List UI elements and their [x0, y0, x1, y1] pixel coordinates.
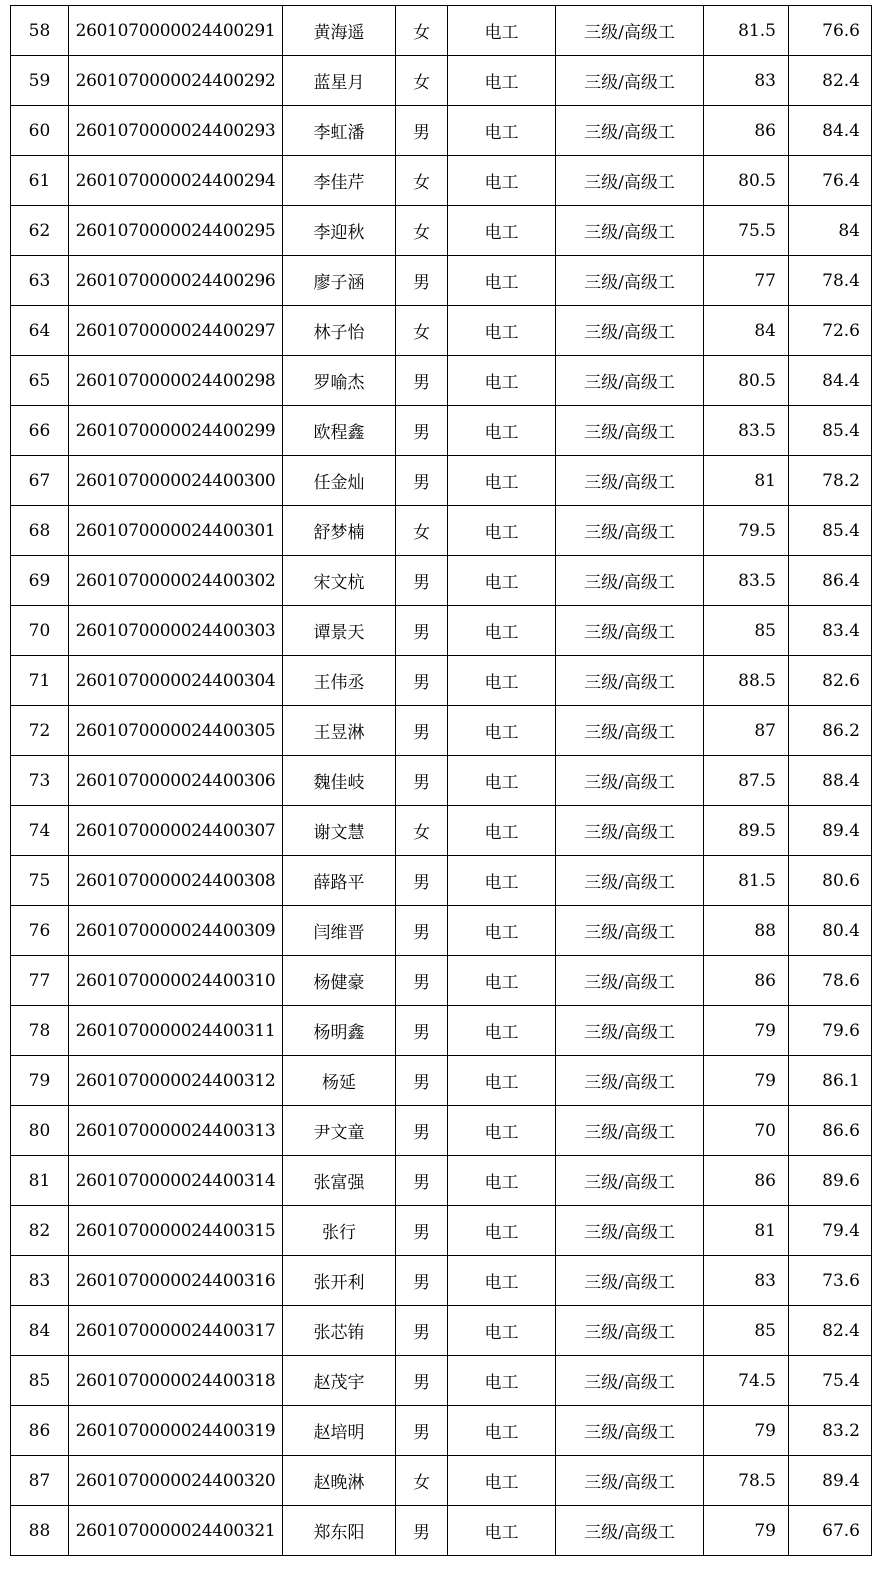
cell-sex: 男: [396, 856, 448, 906]
cell-sex: 男: [396, 556, 448, 606]
cell-level: 三级/高级工: [556, 1456, 704, 1506]
cell-candidate-id: 2601070000024400303: [69, 606, 283, 656]
cell-score-1: 70: [704, 1106, 789, 1156]
cell-candidate-id: 2601070000024400319: [69, 1406, 283, 1456]
table-row: [11, 1356, 872, 1406]
cell-candidate-id: 2601070000024400305: [69, 706, 283, 756]
cell-level: 三级/高级工: [556, 1056, 704, 1106]
table-row: [11, 956, 872, 1006]
cell-candidate-id: 2601070000024400299: [69, 406, 283, 456]
cell-trade: 电工: [448, 256, 556, 306]
cell-candidate-id: 2601070000024400296: [69, 256, 283, 306]
table-row: [11, 156, 872, 206]
cell-trade: 电工: [448, 706, 556, 756]
cell-trade: 电工: [448, 1456, 556, 1506]
cell-score-2: 86.2: [789, 706, 872, 756]
cell-trade: 电工: [448, 106, 556, 156]
cell-score-1: 89.5: [704, 806, 789, 856]
cell-level: 三级/高级工: [556, 1156, 704, 1206]
cell-score-2: 82.4: [789, 1306, 872, 1356]
cell-score-1: 74.5: [704, 1356, 789, 1406]
cell-candidate-id: 2601070000024400313: [69, 1106, 283, 1156]
cell-seq: 80: [11, 1106, 69, 1156]
cell-sex: 男: [396, 106, 448, 156]
cell-name: 闫维晋: [283, 906, 396, 956]
cell-level: 三级/高级工: [556, 1406, 704, 1456]
cell-score-2: 86.4: [789, 556, 872, 606]
cell-sex: 男: [396, 456, 448, 506]
cell-score-1: 79: [704, 1506, 789, 1556]
cell-level: 三级/高级工: [556, 6, 704, 56]
cell-candidate-id: 2601070000024400308: [69, 856, 283, 906]
cell-name: 李迎秋: [283, 206, 396, 256]
table-row: [11, 856, 872, 906]
cell-candidate-id: 2601070000024400298: [69, 356, 283, 406]
table-row: [11, 1156, 872, 1206]
cell-score-2: 89.4: [789, 1456, 872, 1506]
cell-seq: 70: [11, 606, 69, 656]
cell-seq: 61: [11, 156, 69, 206]
cell-candidate-id: 2601070000024400301: [69, 506, 283, 556]
cell-score-1: 78.5: [704, 1456, 789, 1506]
cell-score-2: 86.1: [789, 1056, 872, 1106]
cell-sex: 男: [396, 1106, 448, 1156]
cell-sex: 女: [396, 806, 448, 856]
table-row: [11, 1406, 872, 1456]
cell-score-1: 88.5: [704, 656, 789, 706]
table-row: [11, 206, 872, 256]
cell-sex: 男: [396, 1206, 448, 1256]
cell-name: 魏佳岐: [283, 756, 396, 806]
cell-trade: 电工: [448, 856, 556, 906]
cell-score-2: 72.6: [789, 306, 872, 356]
table-row: [11, 56, 872, 106]
cell-score-1: 80.5: [704, 356, 789, 406]
cell-score-2: 78.6: [789, 956, 872, 1006]
cell-sex: 女: [396, 56, 448, 106]
cell-sex: 女: [396, 156, 448, 206]
cell-name: 林子怡: [283, 306, 396, 356]
cell-name: 王伟丞: [283, 656, 396, 706]
cell-sex: 男: [396, 656, 448, 706]
cell-sex: 女: [396, 206, 448, 256]
cell-trade: 电工: [448, 6, 556, 56]
cell-level: 三级/高级工: [556, 306, 704, 356]
cell-score-2: 67.6: [789, 1506, 872, 1556]
cell-seq: 81: [11, 1156, 69, 1206]
cell-sex: 女: [396, 506, 448, 556]
cell-sex: 男: [396, 1006, 448, 1056]
cell-level: 三级/高级工: [556, 1006, 704, 1056]
cell-level: 三级/高级工: [556, 456, 704, 506]
cell-name: 杨明鑫: [283, 1006, 396, 1056]
cell-score-2: 84.4: [789, 356, 872, 406]
cell-trade: 电工: [448, 456, 556, 506]
cell-sex: 男: [396, 606, 448, 656]
cell-score-1: 85: [704, 1306, 789, 1356]
cell-seq: 79: [11, 1056, 69, 1106]
cell-seq: 83: [11, 1256, 69, 1306]
cell-sex: 男: [396, 956, 448, 1006]
cell-candidate-id: 2601070000024400304: [69, 656, 283, 706]
cell-candidate-id: 2601070000024400292: [69, 56, 283, 106]
cell-seq: 88: [11, 1506, 69, 1556]
cell-trade: 电工: [448, 206, 556, 256]
cell-candidate-id: 2601070000024400316: [69, 1256, 283, 1306]
cell-score-2: 80.6: [789, 856, 872, 906]
cell-seq: 59: [11, 56, 69, 106]
cell-level: 三级/高级工: [556, 1106, 704, 1156]
cell-candidate-id: 2601070000024400315: [69, 1206, 283, 1256]
cell-score-2: 83.2: [789, 1406, 872, 1456]
cell-seq: 72: [11, 706, 69, 756]
table-row: [11, 406, 872, 456]
cell-trade: 电工: [448, 1156, 556, 1206]
cell-seq: 69: [11, 556, 69, 606]
cell-level: 三级/高级工: [556, 1206, 704, 1256]
cell-score-1: 81: [704, 456, 789, 506]
cell-sex: 女: [396, 306, 448, 356]
cell-score-2: 80.4: [789, 906, 872, 956]
cell-score-1: 87: [704, 706, 789, 756]
cell-trade: 电工: [448, 1206, 556, 1256]
cell-trade: 电工: [448, 156, 556, 206]
table-row: [11, 256, 872, 306]
cell-level: 三级/高级工: [556, 406, 704, 456]
cell-name: 赵培明: [283, 1406, 396, 1456]
cell-name: 赵晚淋: [283, 1456, 396, 1506]
cell-score-2: 79.6: [789, 1006, 872, 1056]
cell-score-2: 82.6: [789, 656, 872, 706]
cell-sex: 男: [396, 756, 448, 806]
cell-seq: 76: [11, 906, 69, 956]
cell-seq: 75: [11, 856, 69, 906]
cell-seq: 66: [11, 406, 69, 456]
cell-level: 三级/高级工: [556, 906, 704, 956]
cell-seq: 77: [11, 956, 69, 1006]
cell-score-2: 89.4: [789, 806, 872, 856]
cell-score-1: 88: [704, 906, 789, 956]
cell-trade: 电工: [448, 1306, 556, 1356]
cell-score-1: 81.5: [704, 856, 789, 906]
cell-trade: 电工: [448, 1056, 556, 1106]
cell-score-1: 83: [704, 1256, 789, 1306]
cell-seq: 71: [11, 656, 69, 706]
table-row: [11, 1506, 872, 1556]
cell-seq: 65: [11, 356, 69, 406]
cell-score-1: 75.5: [704, 206, 789, 256]
cell-candidate-id: 2601070000024400320: [69, 1456, 283, 1506]
cell-candidate-id: 2601070000024400312: [69, 1056, 283, 1106]
cell-seq: 60: [11, 106, 69, 156]
cell-score-1: 77: [704, 256, 789, 306]
cell-seq: 62: [11, 206, 69, 256]
cell-score-1: 83.5: [704, 556, 789, 606]
cell-seq: 84: [11, 1306, 69, 1356]
cell-score-1: 80.5: [704, 156, 789, 206]
cell-score-2: 82.4: [789, 56, 872, 106]
cell-trade: 电工: [448, 906, 556, 956]
cell-level: 三级/高级工: [556, 956, 704, 1006]
cell-sex: 男: [396, 256, 448, 306]
table-row: [11, 106, 872, 156]
cell-level: 三级/高级工: [556, 1306, 704, 1356]
cell-score-2: 88.4: [789, 756, 872, 806]
table-row: [11, 706, 872, 756]
cell-level: 三级/高级工: [556, 756, 704, 806]
table-row: [11, 606, 872, 656]
cell-trade: 电工: [448, 556, 556, 606]
cell-level: 三级/高级工: [556, 1356, 704, 1406]
cell-score-2: 78.2: [789, 456, 872, 506]
cell-score-1: 87.5: [704, 756, 789, 806]
cell-trade: 电工: [448, 1506, 556, 1556]
cell-level: 三级/高级工: [556, 506, 704, 556]
cell-level: 三级/高级工: [556, 206, 704, 256]
table-row: [11, 306, 872, 356]
table-row: [11, 1206, 872, 1256]
cell-score-2: 83.4: [789, 606, 872, 656]
cell-name: 廖子涵: [283, 256, 396, 306]
table-row: [11, 356, 872, 406]
cell-seq: 78: [11, 1006, 69, 1056]
cell-score-1: 86: [704, 956, 789, 1006]
cell-name: 尹文童: [283, 1106, 396, 1156]
cell-trade: 电工: [448, 406, 556, 456]
cell-level: 三级/高级工: [556, 256, 704, 306]
cell-trade: 电工: [448, 1406, 556, 1456]
cell-level: 三级/高级工: [556, 706, 704, 756]
cell-sex: 女: [396, 1456, 448, 1506]
cell-score-1: 79.5: [704, 506, 789, 556]
cell-seq: 82: [11, 1206, 69, 1256]
cell-name: 张芯铕: [283, 1306, 396, 1356]
cell-name: 李佳芹: [283, 156, 396, 206]
cell-trade: 电工: [448, 1356, 556, 1406]
cell-name: 蓝星月: [283, 56, 396, 106]
cell-level: 三级/高级工: [556, 606, 704, 656]
cell-sex: 男: [396, 406, 448, 456]
cell-score-1: 85: [704, 606, 789, 656]
cell-level: 三级/高级工: [556, 56, 704, 106]
table-row: [11, 1056, 872, 1106]
table-row: [11, 1006, 872, 1056]
cell-trade: 电工: [448, 1106, 556, 1156]
cell-level: 三级/高级工: [556, 1506, 704, 1556]
cell-name: 张行: [283, 1206, 396, 1256]
cell-sex: 男: [396, 1306, 448, 1356]
cell-name: 舒梦楠: [283, 506, 396, 556]
cell-seq: 67: [11, 456, 69, 506]
cell-candidate-id: 2601070000024400300: [69, 456, 283, 506]
cell-name: 任金灿: [283, 456, 396, 506]
cell-sex: 男: [396, 1506, 448, 1556]
table-row: [11, 756, 872, 806]
cell-score-2: 79.4: [789, 1206, 872, 1256]
cell-score-1: 86: [704, 106, 789, 156]
cell-candidate-id: 2601070000024400295: [69, 206, 283, 256]
cell-trade: 电工: [448, 756, 556, 806]
cell-candidate-id: 2601070000024400311: [69, 1006, 283, 1056]
table-row: [11, 1306, 872, 1356]
table-row: [11, 1256, 872, 1306]
cell-candidate-id: 2601070000024400302: [69, 556, 283, 606]
cell-score-1: 81.5: [704, 6, 789, 56]
cell-sex: 女: [396, 6, 448, 56]
cell-level: 三级/高级工: [556, 806, 704, 856]
cell-candidate-id: 2601070000024400297: [69, 306, 283, 356]
cell-score-1: 81: [704, 1206, 789, 1256]
cell-sex: 男: [396, 906, 448, 956]
cell-seq: 87: [11, 1456, 69, 1506]
cell-score-2: 78.4: [789, 256, 872, 306]
cell-name: 赵茂宇: [283, 1356, 396, 1406]
cell-score-1: 86: [704, 1156, 789, 1206]
cell-seq: 64: [11, 306, 69, 356]
cell-name: 王昱淋: [283, 706, 396, 756]
cell-candidate-id: 2601070000024400318: [69, 1356, 283, 1406]
cell-score-2: 89.6: [789, 1156, 872, 1206]
cell-score-1: 83.5: [704, 406, 789, 456]
cell-trade: 电工: [448, 306, 556, 356]
cell-level: 三级/高级工: [556, 106, 704, 156]
table-row: [11, 1456, 872, 1506]
results-table: [10, 5, 872, 1556]
cell-seq: 58: [11, 6, 69, 56]
cell-level: 三级/高级工: [556, 1256, 704, 1306]
cell-name: 薛路平: [283, 856, 396, 906]
cell-score-2: 76.6: [789, 6, 872, 56]
cell-seq: 74: [11, 806, 69, 856]
cell-trade: 电工: [448, 956, 556, 1006]
table-row: [11, 556, 872, 606]
cell-trade: 电工: [448, 806, 556, 856]
cell-trade: 电工: [448, 606, 556, 656]
cell-score-2: 85.4: [789, 406, 872, 456]
table-row: [11, 1106, 872, 1156]
cell-score-2: 84: [789, 206, 872, 256]
cell-name: 谢文慧: [283, 806, 396, 856]
cell-score-1: 79: [704, 1406, 789, 1456]
cell-trade: 电工: [448, 656, 556, 706]
cell-score-2: 75.4: [789, 1356, 872, 1406]
cell-score-2: 73.6: [789, 1256, 872, 1306]
cell-candidate-id: 2601070000024400294: [69, 156, 283, 206]
cell-sex: 男: [396, 1406, 448, 1456]
table-row: [11, 806, 872, 856]
cell-level: 三级/高级工: [556, 356, 704, 406]
cell-sex: 男: [396, 1256, 448, 1306]
cell-seq: 63: [11, 256, 69, 306]
cell-score-1: 84: [704, 306, 789, 356]
cell-candidate-id: 2601070000024400309: [69, 906, 283, 956]
cell-score-1: 79: [704, 1006, 789, 1056]
cell-sex: 男: [396, 356, 448, 406]
cell-score-2: 85.4: [789, 506, 872, 556]
cell-candidate-id: 2601070000024400314: [69, 1156, 283, 1206]
results-table-body: [11, 6, 872, 1556]
cell-seq: 73: [11, 756, 69, 806]
cell-seq: 85: [11, 1356, 69, 1406]
cell-trade: 电工: [448, 356, 556, 406]
cell-trade: 电工: [448, 56, 556, 106]
cell-score-1: 79: [704, 1056, 789, 1106]
cell-name: 杨健豪: [283, 956, 396, 1006]
cell-sex: 男: [396, 1356, 448, 1406]
cell-score-1: 83: [704, 56, 789, 106]
cell-candidate-id: 2601070000024400306: [69, 756, 283, 806]
cell-candidate-id: 2601070000024400293: [69, 106, 283, 156]
cell-level: 三级/高级工: [556, 656, 704, 706]
cell-candidate-id: 2601070000024400310: [69, 956, 283, 1006]
cell-seq: 68: [11, 506, 69, 556]
cell-name: 罗喻杰: [283, 356, 396, 406]
cell-sex: 男: [396, 1056, 448, 1106]
cell-score-2: 84.4: [789, 106, 872, 156]
table-row: [11, 906, 872, 956]
cell-score-2: 76.4: [789, 156, 872, 206]
cell-level: 三级/高级工: [556, 856, 704, 906]
table-row: [11, 656, 872, 706]
table-row: [11, 506, 872, 556]
cell-score-2: 86.6: [789, 1106, 872, 1156]
cell-name: 张开利: [283, 1256, 396, 1306]
cell-name: 谭景天: [283, 606, 396, 656]
cell-sex: 男: [396, 1156, 448, 1206]
cell-candidate-id: 2601070000024400317: [69, 1306, 283, 1356]
cell-name: 杨延: [283, 1056, 396, 1106]
cell-trade: 电工: [448, 1256, 556, 1306]
cell-level: 三级/高级工: [556, 556, 704, 606]
cell-seq: 86: [11, 1406, 69, 1456]
cell-candidate-id: 2601070000024400307: [69, 806, 283, 856]
cell-sex: 男: [396, 706, 448, 756]
cell-candidate-id: 2601070000024400291: [69, 6, 283, 56]
cell-name: 黄海遥: [283, 6, 396, 56]
cell-name: 张富强: [283, 1156, 396, 1206]
cell-level: 三级/高级工: [556, 156, 704, 206]
cell-name: 李虹潘: [283, 106, 396, 156]
cell-name: 宋文杭: [283, 556, 396, 606]
cell-candidate-id: 2601070000024400321: [69, 1506, 283, 1556]
cell-trade: 电工: [448, 506, 556, 556]
cell-trade: 电工: [448, 1006, 556, 1056]
cell-name: 郑东阳: [283, 1506, 396, 1556]
table-row: [11, 456, 872, 506]
table-row: [11, 6, 872, 56]
cell-name: 欧程鑫: [283, 406, 396, 456]
